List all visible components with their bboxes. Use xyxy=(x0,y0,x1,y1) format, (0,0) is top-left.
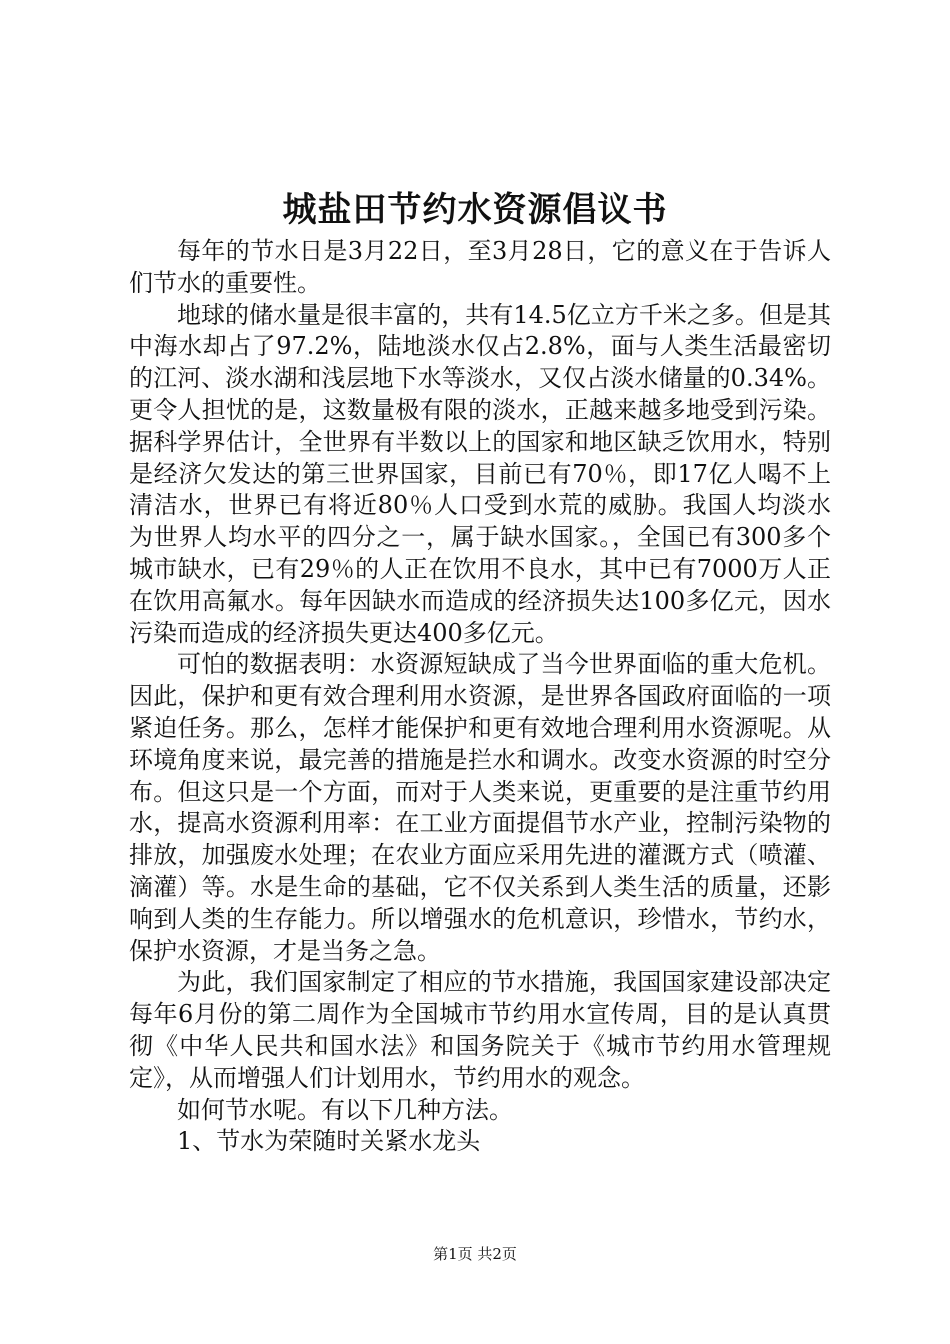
paragraph-water-crisis: 可怕的数据表明：水资源短缺成了当今世界面临的重大危机。因此，保护和更有效合理利用水资源，是世界各国政府面临的一项紧迫任务。那么，怎样才能保护和更有效地合理利用水资源呢。从环境角度来说，最完善的措施是拦水和调水。改变水资源的时空分布。但这只是一个方面，而对于人类来说，更重要的是注重节约用水，提高水资源利用率：在工业方面提倡节水产业，控制污染物的排放，加强废水处理；在农业方面应采用先进的灌溉方式（喷灌、滴灌）等。水是生命的基础，它不仅关系到人类生活的质量，还影响到人类的生存能力。所以增强水的危机意识，珍惜水，节约水，保护水资源，才是当务之急。 xyxy=(129,650,831,965)
document-body xyxy=(129,236,831,1158)
document-title: 城盐田节约水资源倡议书 xyxy=(282,190,668,230)
paragraph-national-measures: 为此，我们国家制定了相应的节水措施，我国国家建设部决定每年6月份的第二周作为全国城市节约用水宣传周，目的是认真贯彻《中华人民共和国水法》和国务院关于《城市节约用水管理规定》，从而增强人们计划用水，节约用水的观念。 xyxy=(129,968,831,1092)
paragraph-intro: 每年的节水日是3月22日，至3月28日，它的意义在于告诉人们节水的重要性。 xyxy=(129,237,831,297)
page-number-footer: 第1页 共2页 xyxy=(433,1245,517,1263)
paragraph-method-1: 1、节水为荣随时关紧水龙头 xyxy=(177,1127,481,1156)
paragraph-water-statistics: 地球的储水量是很丰富的，共有14.5亿立方千米之多。但是其中海水却占了97.2%，陆地淡水仅占2.8%，面与人类生活最密切的江河、淡水湖和浅层地下水等淡水，又仅占淡水储量的0.34%。更令人担忧的是，这数量极有限的淡水，正越来越多地受到污染。据科学界估计，全世界有半数以上的国家和地区缺乏饮用水，特别是经济欠发达的第三世界国家，目前已有70％，即17亿人喝不上清洁水，世界已有将近80％人口受到水荒的威胁。我国人均淡水为世界人均水平的四分之一，属于缺水国家。，全国已有300多个城市缺水，已有29％的人正在饮用不良水，其中已有7000万人正在饮用高氟水。每年因缺水而造成的经济损失达100多亿元，因水污染而造成的经济损失更达400多亿元。 xyxy=(129,300,831,647)
paragraph-methods-intro: 如何节水呢。有以下几种方法。 xyxy=(177,1095,513,1124)
